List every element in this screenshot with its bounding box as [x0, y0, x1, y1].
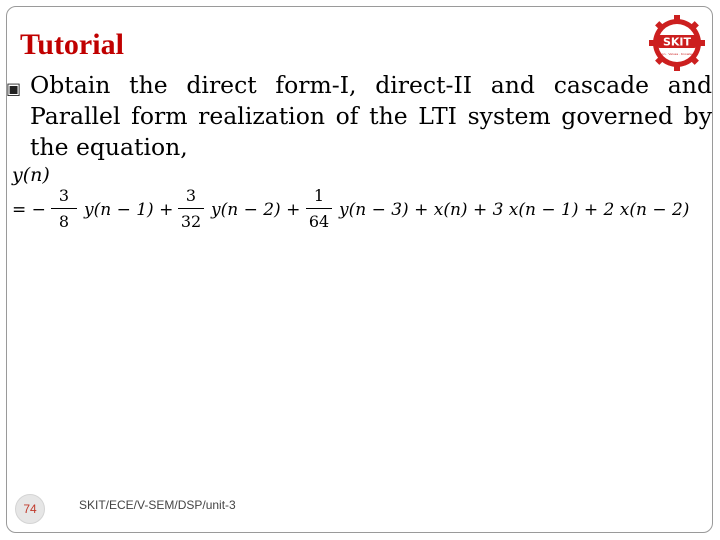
fraction-bar [51, 208, 77, 209]
fraction-bar [178, 208, 204, 209]
fraction-denominator: 8 [58, 212, 70, 231]
equation-term-2: y(n − 2) + [211, 200, 301, 220]
equation-term-3: y(n − 3) + x(n) + 3 x(n − 1) + 2 x(n − 2) [339, 200, 690, 220]
logo-caption: Vision · Values · Knowledge [656, 52, 698, 56]
fraction-numerator: 3 [185, 186, 197, 205]
fraction-denominator: 64 [308, 212, 330, 231]
fraction-bar [306, 208, 332, 209]
college-emblem-icon [648, 14, 706, 72]
equation-term-1: y(n − 1) + [84, 200, 174, 220]
equation-equals-minus: = − [12, 200, 46, 220]
footer-text: SKIT/ECE/V-SEM/DSP/unit-3 [79, 498, 236, 512]
square-bullet-icon: ▣ [6, 79, 22, 98]
fraction-numerator: 1 [313, 186, 325, 205]
equation-lhs: y(n) [12, 164, 50, 186]
fraction-numerator: 3 [58, 186, 70, 205]
logo-text: SKIT [662, 35, 692, 49]
question-text: Obtain the direct form-I, direct-II and cascade and Parallel form realization of the LTI system governed by the equation, [30, 71, 712, 161]
fraction-1-over-64 [306, 186, 332, 232]
slide-title: Tutorial [20, 28, 124, 61]
fraction-3-over-32 [178, 186, 204, 232]
equation-rhs [12, 186, 712, 234]
fraction-denominator: 32 [180, 212, 202, 231]
page-number: 74 [15, 494, 45, 524]
fraction-3-over-8 [51, 186, 77, 232]
